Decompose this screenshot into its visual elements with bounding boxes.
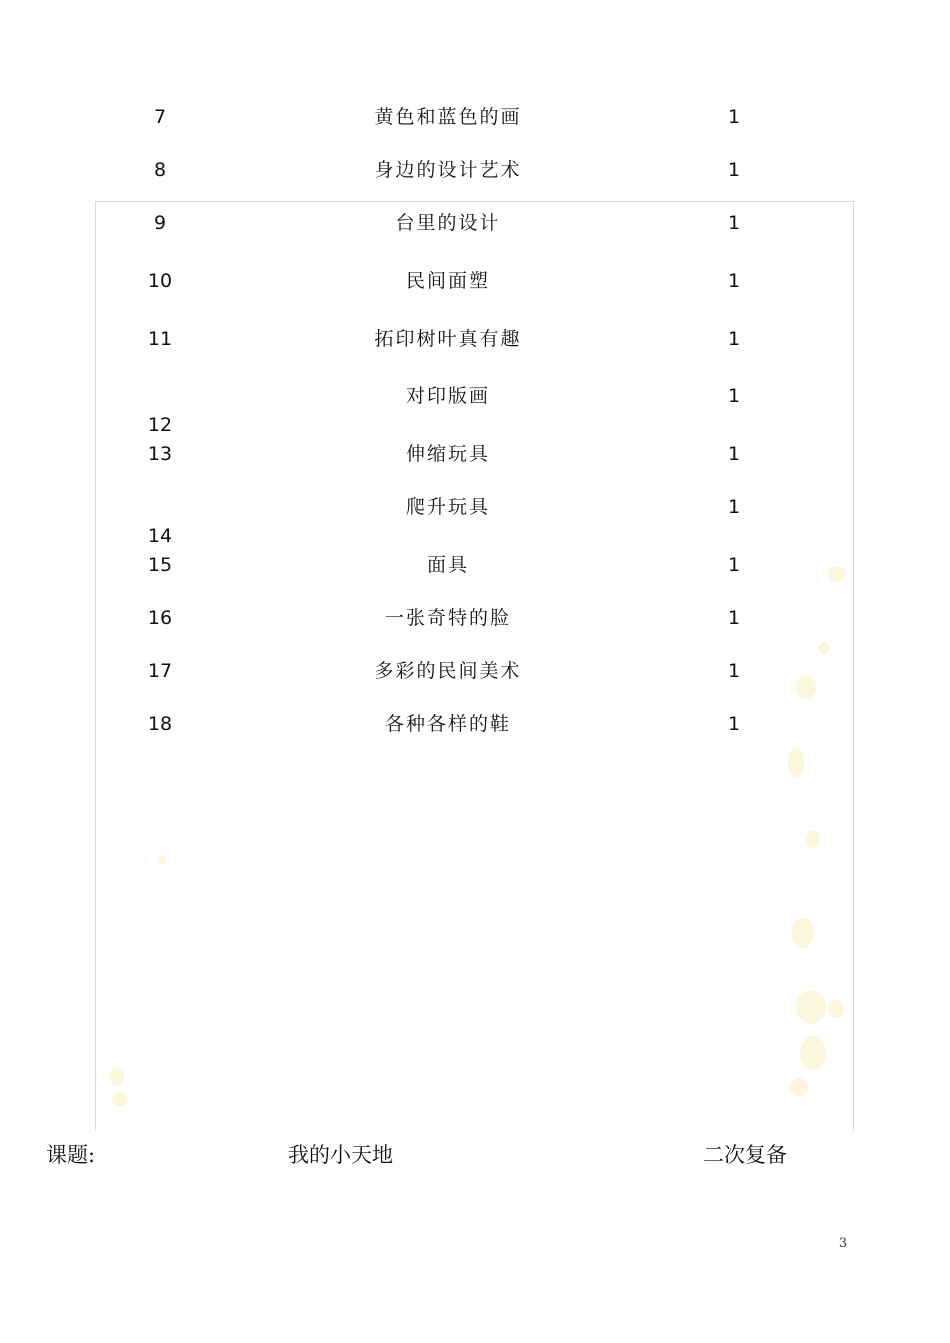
background-speck — [110, 1068, 124, 1086]
page-number: 3 — [838, 1236, 848, 1251]
background-speck — [158, 855, 166, 865]
lesson-number: 13 — [147, 443, 173, 465]
lesson-title: 多彩的民间美术 — [374, 660, 522, 682]
lesson-title: 各种各样的鞋 — [384, 713, 512, 735]
lesson-hours: 1 — [727, 270, 741, 292]
lesson-hours: 1 — [727, 328, 741, 350]
background-speck — [806, 830, 820, 848]
lesson-number: 11 — [147, 328, 173, 350]
lesson-title: 民间面塑 — [405, 270, 491, 292]
lesson-hours: 1 — [727, 385, 741, 407]
lesson-hours: 1 — [727, 554, 741, 576]
lesson-title: 一张奇特的脸 — [384, 607, 512, 629]
background-speck — [796, 675, 816, 699]
lesson-number: 9 — [153, 212, 167, 234]
lesson-title: 伸缩玩具 — [405, 443, 491, 465]
background-speck — [788, 748, 804, 778]
lesson-title: 黄色和蓝色的画 — [374, 106, 522, 128]
lesson-number: 10 — [147, 270, 173, 292]
background-speck — [828, 1000, 844, 1018]
lesson-hours: 1 — [727, 660, 741, 682]
lesson-number: 15 — [147, 554, 173, 576]
lesson-hours: 1 — [727, 607, 741, 629]
lesson-title: 身边的设计艺术 — [374, 159, 522, 181]
topic-title: 我的小天地 — [288, 1143, 393, 1167]
background-speck — [800, 1036, 826, 1070]
background-speck — [796, 990, 826, 1024]
lesson-number: 8 — [153, 159, 167, 181]
lesson-number: 18 — [147, 713, 173, 735]
lesson-number: 14 — [147, 525, 173, 547]
lesson-number: 12 — [147, 414, 173, 436]
lesson-title: 面具 — [426, 554, 470, 576]
lesson-hours: 1 — [727, 496, 741, 518]
lesson-number: 17 — [147, 660, 173, 682]
topic-label: 课题: — [46, 1143, 96, 1167]
lesson-hours: 1 — [727, 713, 741, 735]
lesson-hours: 1 — [727, 159, 741, 181]
background-speck — [828, 566, 846, 582]
background-speck — [112, 1092, 128, 1106]
background-speck — [792, 918, 814, 948]
lesson-hours: 1 — [727, 212, 741, 234]
lesson-title: 拓印树叶真有趣 — [374, 328, 522, 350]
lesson-number: 16 — [147, 607, 173, 629]
lesson-hours: 1 — [727, 443, 741, 465]
lesson-title: 对印版画 — [405, 385, 491, 407]
lesson-number: 7 — [153, 106, 167, 128]
background-speck — [790, 1078, 808, 1096]
lesson-title: 台里的设计 — [395, 212, 501, 234]
revision-note: 二次复备 — [703, 1143, 787, 1167]
background-speck — [818, 642, 830, 654]
lesson-title: 爬升玩具 — [405, 496, 491, 518]
lesson-hours: 1 — [727, 106, 741, 128]
